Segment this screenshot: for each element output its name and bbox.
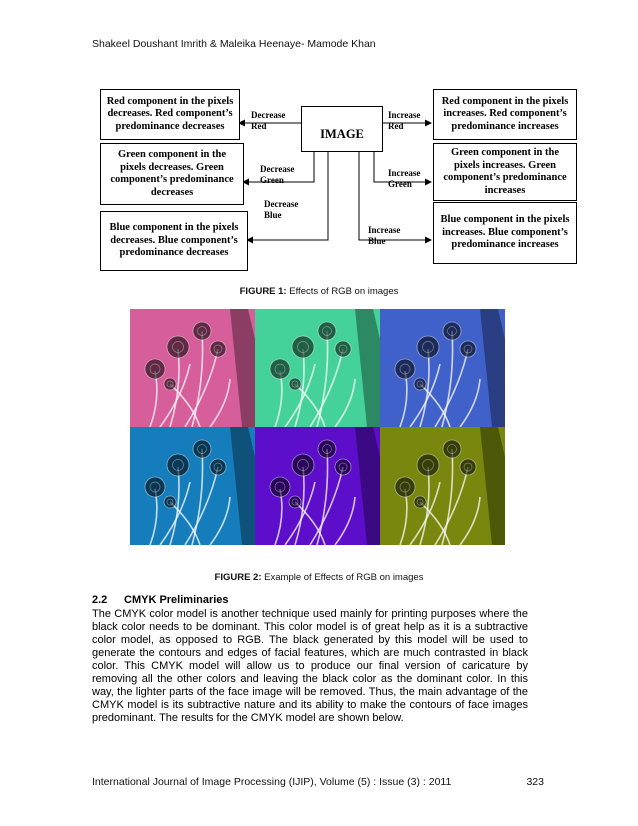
label-increase-red: Increase Red <box>388 110 421 131</box>
section-number: 2.2 <box>92 594 108 606</box>
box-text: Blue component in the pixels decreases. Blue component’s predominance decreases <box>109 222 239 259</box>
journal-citation: International Journal of Image Processing (IJIP), Volume (5) : Issue (3) : 2011 <box>92 776 452 788</box>
tinted-flower-image-6 <box>380 427 505 545</box>
tinted-flower-image-1 <box>130 309 255 427</box>
section-title: CMYK Preliminaries <box>124 594 229 606</box>
tinted-flower-image-4 <box>130 427 255 545</box>
caption-label: FIGURE 1: <box>239 286 287 297</box>
caption-text: Example of Effects of RGB on images <box>261 572 424 583</box>
tinted-flower-image-3 <box>380 309 505 427</box>
label-decrease-blue: Decrease Blue <box>264 199 299 220</box>
caption-label: FIGURE 2: <box>214 572 262 583</box>
label-increase-green: Increase Green <box>388 168 421 189</box>
label-decrease-green: Decrease Green <box>260 164 295 185</box>
label-decrease-red: Decrease Red <box>251 110 286 131</box>
page-number: 323 <box>526 776 544 788</box>
running-header: Shakeel Doushant Imrith & Maleika Heenaye- Mamode Khan <box>92 38 376 50</box>
image-label: IMAGE <box>320 126 364 141</box>
box-text: Green component in the pixels decreases. Green component’s predominance decreases <box>110 149 234 198</box>
section-body-paragraph: The CMYK color model is another technique used mainly for printing purposes where the black color needs to be dominant. This color model is of great help as it is a subtractive color model, as opposed to RGB. The black generated by this model will be used to generate the contours and edges of facial features, which are much contrasted in black color. This CMYK model will allow us to produce our final version of caricature by removing all the other colors and leaving the black color as the dominant color. In this way, the lighter parts of the face image will be removed. Thus, the main advantage of the CMYK model is its subtractive nature and its ability to make the contours of face images predominant. The results for the CMYK model are shown below. <box>92 608 528 724</box>
box-text: Green component in the pixels increases. Green component’s predominance increases <box>443 147 567 196</box>
box-text: Red component in the pixels increases. Red component’s predominance increases <box>441 95 569 132</box>
box-text: Blue component in the pixels increases. Blue component’s predominance increases <box>440 214 570 251</box>
box-blue-increases <box>433 202 577 264</box>
box-red-increases <box>433 89 577 140</box>
box-green-increases <box>433 143 577 201</box>
box-green-decreases <box>100 143 244 205</box>
figure-1-caption <box>0 286 638 297</box>
figure-2-image-grid <box>130 309 505 545</box>
tinted-flower-image-2 <box>255 309 380 427</box>
box-blue-decreases <box>100 211 248 271</box>
tinted-flower-image-5 <box>255 427 380 545</box>
page-footer <box>92 776 544 788</box>
section-heading <box>92 594 229 606</box>
figure-1-diagram <box>96 86 582 276</box>
figure-2-caption <box>0 572 638 583</box>
box-text: Red component in the pixels decreases. Red component’s predominance decreases <box>106 95 234 132</box>
label-increase-blue: Increase Blue <box>368 225 401 246</box>
image-box <box>301 106 383 152</box>
box-red-decreases <box>100 89 240 140</box>
caption-text: Effects of RGB on images <box>286 286 399 297</box>
